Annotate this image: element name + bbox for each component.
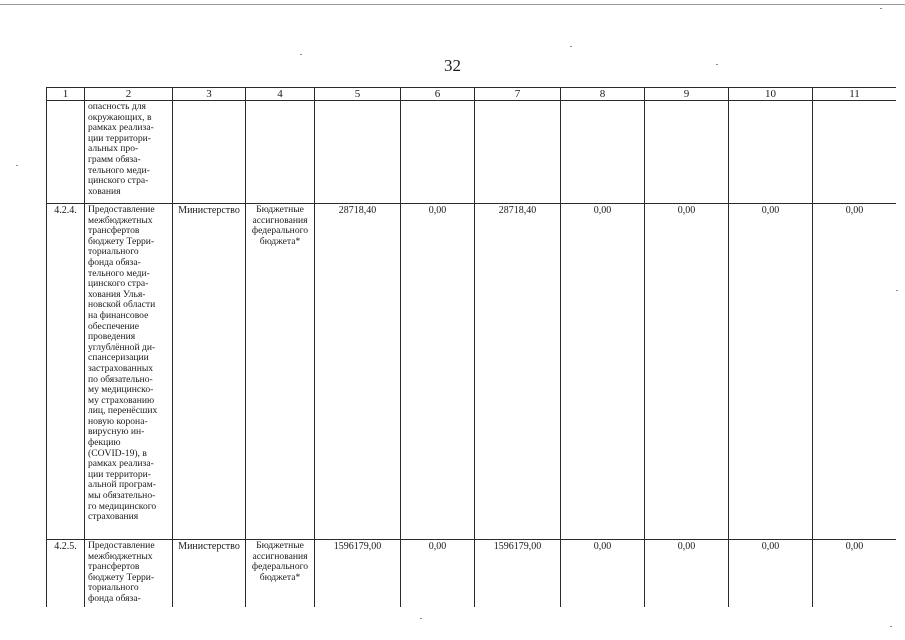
amount-cell-col-5	[315, 101, 401, 204]
column-number-2: 2	[85, 88, 173, 101]
description-line: тельного меди-	[88, 267, 150, 279]
funding-source-line: ассигнования	[252, 214, 308, 226]
description-line: новую корона-	[88, 415, 148, 427]
scan-speck	[896, 290, 898, 291]
description-line: альной програм-	[88, 479, 156, 491]
amount-cell-col-7	[475, 101, 561, 204]
funding-source-line: федерального	[251, 561, 309, 573]
executor-cell	[173, 101, 246, 204]
executor-cell: Министерство	[173, 540, 246, 608]
row-number-cell	[47, 101, 85, 204]
description-line: опасность для	[88, 101, 146, 112]
scan-speck	[570, 46, 572, 47]
amount-cell-col-7: 28718,40	[475, 204, 561, 540]
scan-speck	[716, 64, 718, 65]
amount-cell-col-9: 0,00	[645, 540, 729, 608]
description-line: на финансовое	[88, 309, 149, 321]
description-line: вирусную ин-	[88, 426, 145, 438]
description-line: ции территори-	[88, 132, 151, 144]
description-line: трансфертов	[88, 225, 140, 237]
description-line: фекцию	[88, 437, 121, 449]
scan-speck	[880, 8, 882, 9]
description-line: по обязательно-	[88, 373, 153, 385]
description-line: фонда обяза-	[88, 256, 141, 268]
amount-cell-col-9: 0,00	[645, 204, 729, 540]
amount-cell-col-9	[645, 101, 729, 204]
description-line: проведения	[88, 331, 136, 343]
description-line: цинского стра-	[88, 278, 149, 290]
description-line: хования Улья-	[88, 288, 146, 300]
description-line: мы обязательно-	[88, 490, 156, 502]
scan-speck	[890, 626, 892, 627]
description-line: углублённой ди-	[88, 341, 156, 353]
description-line: ториального	[88, 246, 139, 258]
amount-cell-col-8: 0,00	[561, 540, 645, 608]
description-line: Предоставление	[88, 540, 155, 551]
scan-top-edge	[0, 4, 905, 5]
description-line: бюджету Терри-	[88, 571, 155, 583]
description-line: цинского стра-	[88, 175, 149, 187]
funding-source-line: Бюджетные	[256, 540, 304, 551]
description-line: альных про-	[88, 143, 139, 155]
amount-cell-col-11: 0,00	[813, 204, 897, 540]
measure-description-cell	[85, 540, 173, 608]
description-line: му страхованию	[88, 394, 155, 406]
description-line: страхования	[88, 511, 139, 523]
page-number: 32	[444, 56, 461, 75]
amount-cell-col-10	[729, 101, 813, 204]
amount-cell-col-11: 0,00	[813, 540, 897, 608]
table-body	[47, 88, 897, 608]
description-line: обеспечение	[88, 320, 140, 332]
description-line: застрахованных	[88, 362, 154, 374]
funding-source-cell	[246, 101, 315, 204]
description-line: бюджету Терри-	[88, 235, 155, 247]
description-line: межбюджетных	[88, 550, 153, 562]
measure-description-cell	[85, 101, 173, 204]
description-line: новской области	[88, 299, 156, 311]
description-line: грамм обяза-	[88, 153, 141, 165]
funding-source-line: федерального	[251, 225, 309, 237]
table-row	[47, 204, 897, 540]
description-line: му медицинско-	[88, 384, 154, 396]
description-line: рамках реализа-	[88, 122, 154, 134]
description-line: лиц, перенёсших	[88, 405, 158, 417]
description-line: Предоставление	[88, 204, 155, 215]
column-number-row	[47, 88, 897, 101]
column-number-3: 3	[173, 88, 246, 101]
description-line: фонда обяза-	[88, 592, 141, 604]
column-number-1: 1	[47, 88, 85, 101]
column-number-6: 6	[401, 88, 475, 101]
amount-cell-col-6	[401, 101, 475, 204]
description-line: хования	[88, 185, 121, 197]
scan-speck	[300, 54, 302, 55]
column-number-4: 4	[246, 88, 315, 101]
amount-cell-col-5: 28718,40	[315, 204, 401, 540]
budget-table-region	[46, 87, 896, 607]
funding-source-line: бюджета*	[259, 235, 301, 247]
funding-source-line: Бюджетные	[256, 204, 304, 215]
amount-cell-col-10: 0,00	[729, 540, 813, 608]
row-number-cell: 4.2.5.	[47, 540, 85, 608]
amount-cell-col-5: 1596179,00	[315, 540, 401, 608]
amount-cell-col-6: 0,00	[401, 540, 475, 608]
amount-cell-col-11	[813, 101, 897, 204]
column-number-8: 8	[561, 88, 645, 101]
column-number-7: 7	[475, 88, 561, 101]
funding-source-line: ассигнования	[252, 550, 308, 562]
amount-cell-col-6: 0,00	[401, 204, 475, 540]
row-number-cell: 4.2.4.	[47, 204, 85, 540]
amount-cell-col-8: 0,00	[561, 204, 645, 540]
funding-source-cell	[246, 204, 315, 540]
description-line: ции территори-	[88, 468, 151, 480]
description-line: ториального	[88, 582, 139, 594]
description-line: спансеризации	[88, 352, 149, 364]
description-line: межбюджетных	[88, 214, 153, 226]
table-row	[47, 101, 897, 204]
column-number-9: 9	[645, 88, 729, 101]
description-line: тельного меди-	[88, 164, 150, 176]
description-line: го медицинского	[88, 500, 157, 512]
description-line: рамках реализа-	[88, 458, 154, 470]
column-number-11: 11	[813, 88, 897, 101]
column-number-5: 5	[315, 88, 401, 101]
funding-source-line: бюджета*	[259, 571, 301, 583]
amount-cell-col-10: 0,00	[729, 204, 813, 540]
scan-speck	[16, 165, 18, 166]
measure-description-cell	[85, 204, 173, 540]
funding-source-cell	[246, 540, 315, 608]
description-line: (COVID-19), в	[88, 447, 147, 459]
budget-table	[46, 87, 896, 607]
scan-speck	[420, 618, 422, 619]
table-row	[47, 540, 897, 608]
amount-cell-col-7: 1596179,00	[475, 540, 561, 608]
description-line: окружающих, в	[88, 111, 152, 123]
amount-cell-col-8	[561, 101, 645, 204]
description-line: трансфертов	[88, 561, 140, 573]
column-number-10: 10	[729, 88, 813, 101]
executor-cell: Министерство	[173, 204, 246, 540]
